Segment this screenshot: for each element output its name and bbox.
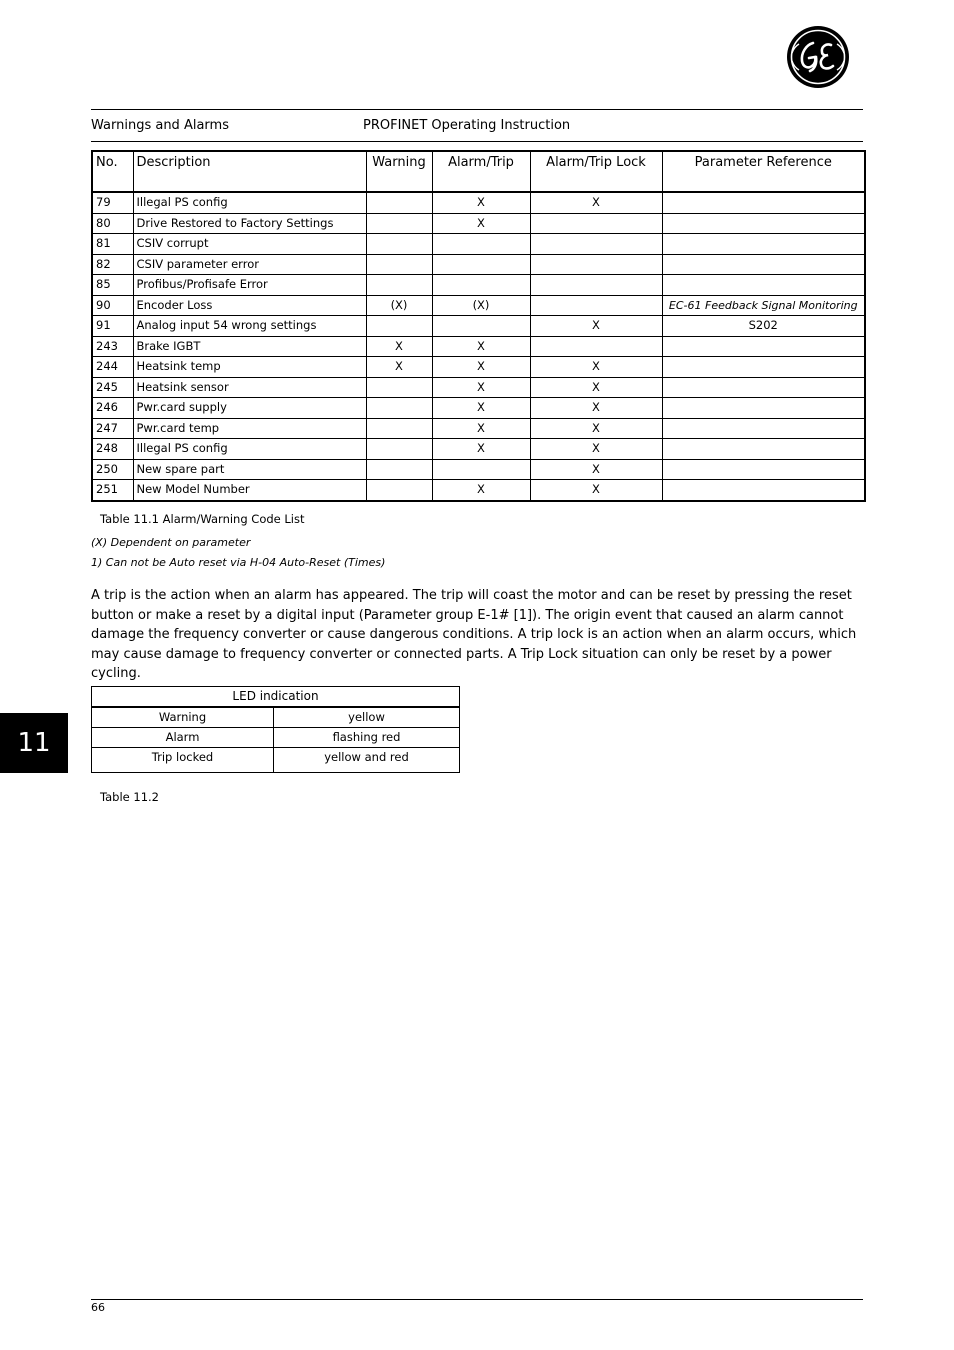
led-table-header: LED indication bbox=[92, 687, 460, 708]
warning-cell bbox=[366, 254, 432, 275]
alarm-trip-lock-cell: X bbox=[530, 377, 662, 398]
parameter-reference bbox=[662, 459, 865, 480]
led-state: Trip locked bbox=[92, 748, 274, 773]
warning-cell bbox=[366, 439, 432, 460]
column-header: No. bbox=[92, 151, 133, 192]
alarm-number: 244 bbox=[92, 357, 133, 378]
table-row bbox=[92, 234, 865, 255]
alarm-trip-lock-cell: X bbox=[530, 418, 662, 439]
alarm-number: 82 bbox=[92, 254, 133, 275]
parameter-reference bbox=[662, 254, 865, 275]
alarm-trip-cell: X bbox=[432, 192, 530, 213]
warning-cell: X bbox=[366, 357, 432, 378]
table-row bbox=[92, 748, 460, 773]
parameter-reference bbox=[662, 234, 865, 255]
footer-rule bbox=[91, 1299, 863, 1300]
column-header: Parameter Reference bbox=[662, 151, 865, 192]
led-color: flashing red bbox=[274, 728, 460, 748]
alarm-trip-cell: X bbox=[432, 377, 530, 398]
table-row bbox=[92, 275, 865, 296]
led-state: Warning bbox=[92, 707, 274, 728]
alarm-number: 80 bbox=[92, 213, 133, 234]
alarm-number: 85 bbox=[92, 275, 133, 296]
alarm-number: 246 bbox=[92, 398, 133, 419]
alarm-description: Drive Restored to Factory Settings bbox=[133, 213, 366, 234]
alarm-trip-cell bbox=[432, 234, 530, 255]
alarm-description: CSIV parameter error bbox=[133, 254, 366, 275]
alarm-trip-lock-cell: X bbox=[530, 480, 662, 501]
table-row bbox=[92, 439, 865, 460]
alarm-trip-cell bbox=[432, 275, 530, 296]
alarm-trip-lock-cell bbox=[530, 295, 662, 316]
table-caption: Table 11.2 bbox=[100, 790, 159, 804]
warning-cell bbox=[366, 480, 432, 501]
alarm-number: 79 bbox=[92, 192, 133, 213]
alarm-number: 245 bbox=[92, 377, 133, 398]
table-row bbox=[92, 295, 865, 316]
warning-cell bbox=[366, 234, 432, 255]
alarm-number: 243 bbox=[92, 336, 133, 357]
ge-logo bbox=[786, 25, 850, 89]
alarm-number: 250 bbox=[92, 459, 133, 480]
alarm-number: 90 bbox=[92, 295, 133, 316]
alarm-trip-lock-cell bbox=[530, 336, 662, 357]
header-bottom-rule bbox=[91, 141, 863, 142]
alarm-trip-lock-cell: X bbox=[530, 398, 662, 419]
alarm-trip-lock-cell bbox=[530, 254, 662, 275]
alarm-trip-lock-cell: X bbox=[530, 192, 662, 213]
alarm-trip-cell: X bbox=[432, 439, 530, 460]
table-row bbox=[92, 398, 865, 419]
section-title: Warnings and Alarms bbox=[91, 118, 229, 133]
warning-cell bbox=[366, 418, 432, 439]
table-row bbox=[92, 336, 865, 357]
alarm-number: 91 bbox=[92, 316, 133, 337]
table-header-row bbox=[92, 151, 865, 192]
alarm-trip-cell bbox=[432, 459, 530, 480]
alarm-number: 251 bbox=[92, 480, 133, 501]
alarm-number: 247 bbox=[92, 418, 133, 439]
warning-cell bbox=[366, 213, 432, 234]
warning-cell bbox=[366, 192, 432, 213]
table-row bbox=[92, 728, 460, 748]
alarm-trip-lock-cell: X bbox=[530, 459, 662, 480]
alarm-trip-cell: X bbox=[432, 418, 530, 439]
alarm-description: Encoder Loss bbox=[133, 295, 366, 316]
parameter-reference bbox=[662, 275, 865, 296]
alarm-trip-cell bbox=[432, 316, 530, 337]
document-title: PROFINET Operating Instruction bbox=[363, 118, 571, 133]
warning-cell bbox=[366, 459, 432, 480]
alarm-description: New Model Number bbox=[133, 480, 366, 501]
alarm-description: Illegal PS config bbox=[133, 192, 366, 213]
alarm-description: Profibus/Profisafe Error bbox=[133, 275, 366, 296]
table-row bbox=[92, 316, 865, 337]
alarm-description: New spare part bbox=[133, 459, 366, 480]
column-header: Description bbox=[133, 151, 366, 192]
alarm-description: CSIV corrupt bbox=[133, 234, 366, 255]
parameter-reference bbox=[662, 439, 865, 460]
alarm-trip-lock-cell bbox=[530, 213, 662, 234]
alarm-trip-cell: X bbox=[432, 398, 530, 419]
warning-cell bbox=[366, 377, 432, 398]
alarm-trip-lock-cell: X bbox=[530, 316, 662, 337]
led-color: yellow bbox=[274, 707, 460, 728]
alarm-trip-cell: (X) bbox=[432, 295, 530, 316]
table-row bbox=[92, 707, 460, 728]
alarm-description: Pwr.card supply bbox=[133, 398, 366, 419]
table-row bbox=[92, 377, 865, 398]
table-note: (X) Dependent on parameter bbox=[91, 536, 251, 549]
alarm-number: 81 bbox=[92, 234, 133, 255]
table-row bbox=[92, 459, 865, 480]
parameter-reference bbox=[662, 357, 865, 378]
table-row bbox=[92, 254, 865, 275]
table-caption: Table 11.1 Alarm/Warning Code List bbox=[100, 512, 305, 526]
alarm-trip-cell: X bbox=[432, 336, 530, 357]
column-header: Alarm/Trip Lock bbox=[530, 151, 662, 192]
alarm-trip-lock-cell: X bbox=[530, 357, 662, 378]
led-state: Alarm bbox=[92, 728, 274, 748]
alarm-trip-lock-cell: X bbox=[530, 439, 662, 460]
parameter-reference: S202 bbox=[662, 316, 865, 337]
table-row bbox=[92, 192, 865, 213]
parameter-reference bbox=[662, 192, 865, 213]
alarm-description: Heatsink sensor bbox=[133, 377, 366, 398]
header-top-rule bbox=[91, 109, 863, 110]
alarm-description: Pwr.card temp bbox=[133, 418, 366, 439]
alarm-trip-cell: X bbox=[432, 357, 530, 378]
alarm-trip-cell bbox=[432, 254, 530, 275]
page-number: 66 bbox=[91, 1301, 105, 1314]
column-header: Alarm/Trip bbox=[432, 151, 530, 192]
parameter-reference bbox=[662, 213, 865, 234]
table-row bbox=[92, 418, 865, 439]
alarm-trip-lock-cell bbox=[530, 275, 662, 296]
table-row bbox=[92, 213, 865, 234]
alarm-description: Heatsink temp bbox=[133, 357, 366, 378]
alarm-description: Analog input 54 wrong settings bbox=[133, 316, 366, 337]
parameter-reference bbox=[662, 336, 865, 357]
parameter-reference: EC-61 Feedback Signal Monitoring bbox=[662, 295, 865, 316]
column-header: Warning bbox=[366, 151, 432, 192]
alarm-number: 248 bbox=[92, 439, 133, 460]
alarm-description: Brake IGBT bbox=[133, 336, 366, 357]
alarm-trip-lock-cell bbox=[530, 234, 662, 255]
parameter-reference bbox=[662, 418, 865, 439]
warning-cell bbox=[366, 316, 432, 337]
alarm-warning-table bbox=[91, 150, 866, 502]
warning-cell bbox=[366, 398, 432, 419]
parameter-reference bbox=[662, 398, 865, 419]
body-paragraph: A trip is the action when an alarm has appeared. The trip will coast the motor and can be reset by pressing the reset button or make a reset by a digital input (Parameter group E-1# [1]). The origin event that caused an alarm cannot damage the frequency converter or cause dangerous conditions. A trip lock is an action when an alarm occurs, which may cause damage to frequency converter or connected parts. A Trip Lock situation can only be reset by a power cycling. bbox=[91, 588, 857, 681]
warning-cell bbox=[366, 275, 432, 296]
table-note: 1) Can not be Auto reset via H-04 Auto-Reset (Times) bbox=[91, 556, 386, 569]
alarm-trip-cell: X bbox=[432, 213, 530, 234]
table-row bbox=[92, 357, 865, 378]
led-color: yellow and red bbox=[274, 748, 460, 773]
warning-cell: X bbox=[366, 336, 432, 357]
alarm-description: Illegal PS config bbox=[133, 439, 366, 460]
parameter-reference bbox=[662, 480, 865, 501]
chapter-tab: 11 bbox=[0, 713, 68, 773]
alarm-trip-cell: X bbox=[432, 480, 530, 501]
warning-cell: (X) bbox=[366, 295, 432, 316]
table-row bbox=[92, 480, 865, 501]
led-indication-table bbox=[91, 686, 460, 773]
parameter-reference bbox=[662, 377, 865, 398]
